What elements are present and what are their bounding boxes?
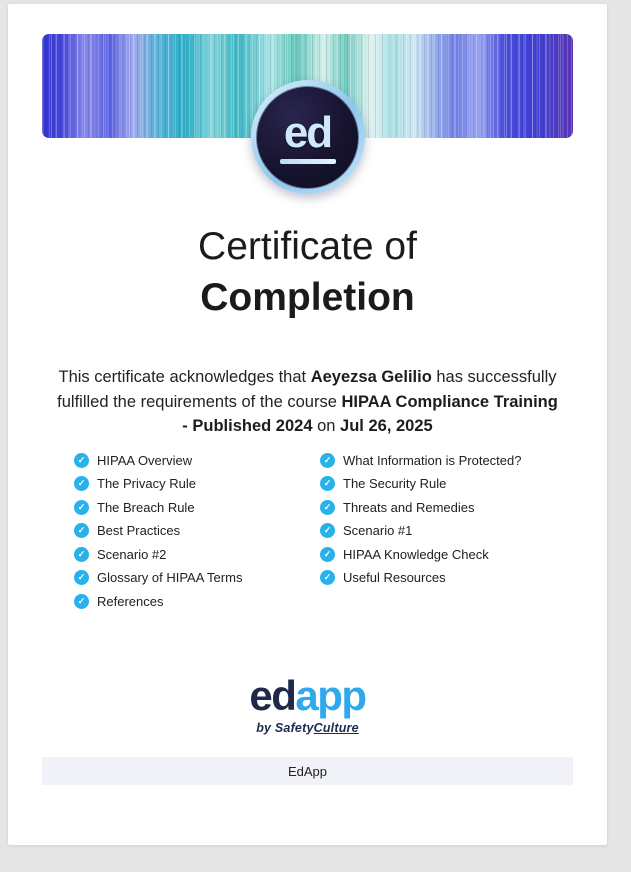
module-item — [320, 476, 566, 491]
module-column-right — [320, 453, 566, 594]
ed-logo-badge — [251, 80, 365, 194]
module-item — [320, 523, 566, 538]
module-label: The Privacy Rule — [97, 476, 196, 492]
check-icon: ✓ — [74, 476, 89, 491]
module-item — [320, 453, 566, 468]
module-label: The Breach Rule — [97, 499, 195, 515]
check-icon: ✓ — [74, 547, 89, 562]
footer-label: EdApp — [287, 763, 328, 779]
module-item — [320, 500, 566, 515]
module-item — [74, 547, 320, 562]
check-icon: ✓ — [320, 476, 335, 491]
module-label: Useful Resources — [343, 570, 446, 586]
tagline-culture: Culture — [313, 721, 359, 736]
title-line-1: Certificate of — [198, 225, 417, 268]
statement-text: on — [312, 417, 341, 436]
wordmark-ed: ed — [249, 672, 296, 720]
ed-logo-inner — [256, 86, 359, 189]
check-icon: ✓ — [74, 570, 89, 585]
check-icon: ✓ — [74, 500, 89, 515]
statement-text: This certificate acknowledges that — [58, 368, 311, 387]
wordmark-app: app — [295, 672, 366, 720]
module-item — [74, 570, 320, 585]
module-label: Scenario #1 — [343, 523, 413, 539]
statement-emphasis: HIPAA Compliance Training - Published 2024 — [182, 392, 558, 436]
check-icon: ✓ — [74, 594, 89, 609]
module-column-left — [74, 453, 320, 618]
check-icon: ✓ — [320, 453, 335, 468]
edapp-brand-block — [8, 673, 607, 735]
ed-logo-underline — [280, 159, 336, 164]
module-label: The Security Rule — [343, 476, 447, 492]
tagline-by: by Safety — [256, 721, 314, 736]
check-icon: ✓ — [320, 523, 335, 538]
certificate-statement — [55, 365, 560, 439]
check-icon: ✓ — [320, 570, 335, 585]
module-label: What Information is Protected? — [343, 452, 522, 468]
statement-emphasis: Aeyezsa Gelilio — [310, 368, 432, 387]
module-item — [74, 453, 320, 468]
module-item — [320, 570, 566, 585]
module-item — [320, 547, 566, 562]
statement-emphasis: Jul 26, 2025 — [340, 417, 433, 436]
check-icon: ✓ — [74, 523, 89, 538]
title-line-2: Completion — [200, 275, 415, 319]
ed-logo-text: ed — [283, 107, 332, 157]
module-item — [74, 594, 320, 609]
certificate-title — [8, 222, 607, 323]
check-icon: ✓ — [74, 453, 89, 468]
module-item — [74, 500, 320, 515]
module-label: Best Practices — [97, 523, 181, 539]
statement-text: has successfully fulfilled the requirements of the course — [57, 368, 557, 411]
module-label: Glossary of HIPAA Terms — [97, 570, 243, 586]
module-item — [74, 523, 320, 538]
check-icon: ✓ — [320, 500, 335, 515]
module-label: Threats and Remedies — [343, 499, 475, 515]
module-label: HIPAA Knowledge Check — [343, 546, 489, 562]
check-icon: ✓ — [320, 547, 335, 562]
module-label: Scenario #2 — [97, 546, 167, 562]
module-item — [74, 476, 320, 491]
module-label: References — [97, 593, 164, 609]
certificate-card — [8, 4, 607, 845]
module-list — [74, 453, 566, 618]
gradient-banner — [42, 34, 573, 157]
edapp-footer-button[interactable] — [42, 757, 573, 785]
edapp-wordmark — [8, 673, 607, 719]
module-label: HIPAA Overview — [97, 452, 193, 468]
safetyculture-tagline — [8, 721, 607, 735]
